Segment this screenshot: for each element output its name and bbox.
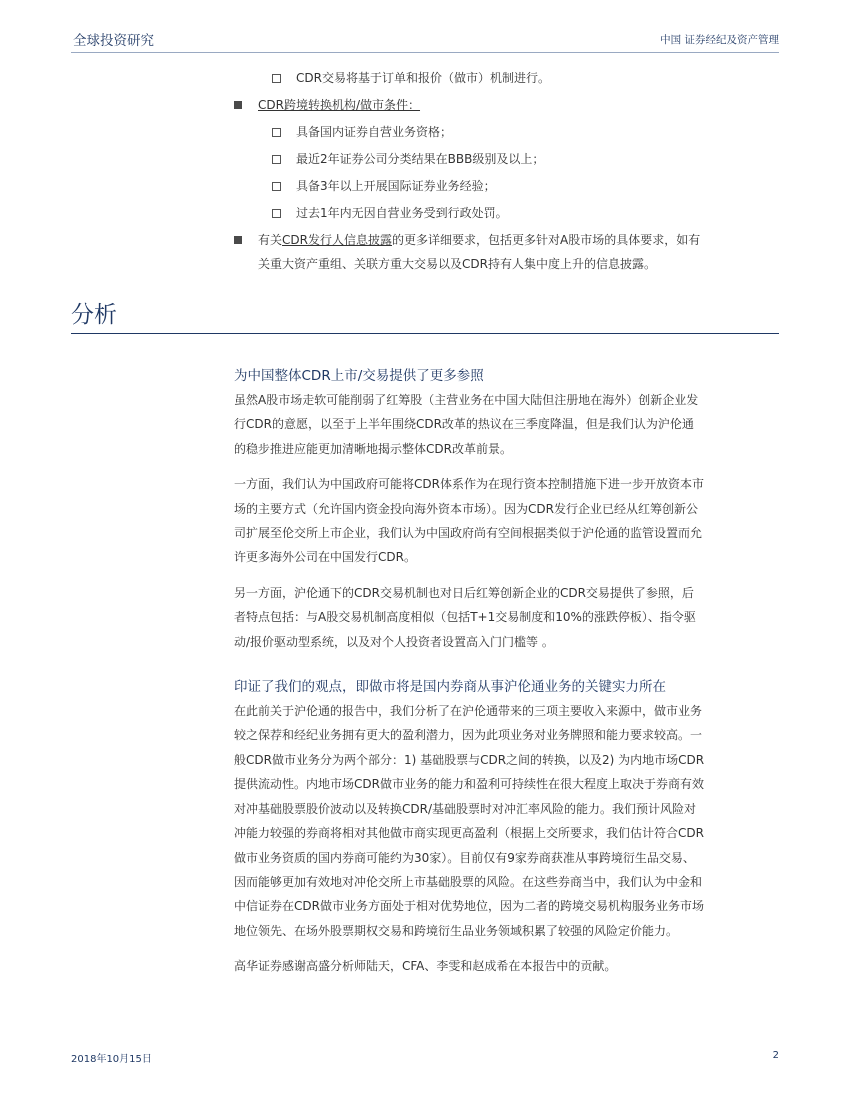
text-line: 般CDR做市业务分为两个部分：1) 基础股票与CDR之间的转换，以及2) 为内地市场CDR — [234, 752, 705, 767]
text-line: 者特点包括：与A股交易机制高度相似（包括T+1交易制度和10%的涨跌停板）、指令驱 — [234, 610, 696, 625]
text-line: 提供流动性。内地市场CDR做市业务的能力和盈利可持续性在很大程度上取决于券商有效 — [234, 777, 704, 792]
square-bullet-icon — [234, 101, 242, 109]
text-line: 做市业务资质的国内券商可能约为30家）。目前仅有9家券商获准从事跨境衍生品交易、 — [234, 850, 695, 865]
text-line: 因而能够更加有效地对冲伦交所上市基础股票的风险。在这些券商当中，我们认为中金和 — [234, 874, 703, 889]
header-right-title: 中国 证券经纪及资产管理 — [660, 34, 779, 46]
section-divider — [71, 333, 779, 334]
disclosure-link[interactable]: CDR发行人信息披露 — [282, 233, 392, 247]
section-title: 分析 — [71, 302, 117, 328]
condition-item: 过去1年内无因自营业务受到行政处罚。 — [296, 206, 508, 220]
checkbox-bullet-icon — [272, 155, 281, 164]
text-line: 动/报价驱动型系统，以及对个人投资者设置高入门门槛等 。 — [234, 634, 554, 649]
analysis-body — [234, 364, 782, 990]
text-line: 司扩展至伦交所上市企业，我们认为中国政府尚有空间根据类似于沪伦通的监管设置而允 — [234, 526, 703, 541]
footer-page-number: 2 — [772, 1050, 779, 1061]
text-line: 一方面，我们认为中国政府可能将CDR体系作为在现行资本控制措施下进一步开放资本市 — [234, 477, 704, 492]
text-line: 在此前关于沪伦通的报告中，我们分析了在沪伦通带来的三项主要收入来源中，做市业务 — [234, 704, 703, 719]
disclosure-line-1 — [258, 228, 700, 252]
conditions-heading: CDR跨境转换机构/做市条件： — [258, 98, 421, 112]
bullet-text: CDR交易将基于订单和报价（做市）机制进行。 — [296, 71, 550, 85]
subheading-market-making: 印证了我们的观点，即做市将是国内券商从事沪伦通业务的关键实力所在 — [234, 679, 666, 696]
text-line: 另一方面，沪伦通下的CDR交易机制也对日后红筹创新企业的CDR交易提供了参照，后 — [234, 585, 694, 600]
condition-item: 最近2年证券公司分类结果在BBB级别及以上； — [296, 152, 545, 166]
checkbox-bullet-icon — [272, 209, 281, 218]
disclosure-line-2: 关重大资产重组、关联方重大交易以及CDR持有人集中度上升的信息披露。 — [258, 257, 656, 271]
text-line: 较之保荐和经纪业务拥有更大的盈利潜力，因为此项业务对业务牌照和能力要求较高。一 — [234, 728, 703, 743]
text-line: 冲能力较强的券商将相对其他做市商实现更高盈利（根据上交所要求，我们估计符合CDR — [234, 826, 704, 841]
paragraph-2 — [234, 472, 782, 570]
checkbox-bullet-icon — [272, 74, 281, 83]
text-line: 虽然A股市场走软可能削弱了红筹股（主营业务在中国大陆但注册地在海外）创新企业发 — [234, 393, 699, 407]
text-line: 中信证券在CDR做市业务方面处于相对优势地位，因为二者的跨境交易机构服务业务市场 — [234, 899, 704, 914]
disclosure-suffix: 的更多详细要求，包括更多针对A股市场的具体要求，如有 — [391, 233, 701, 247]
disclosure-prefix: 有关 — [258, 233, 283, 247]
text-line: 行CDR的意愿，以至于上半年围绕CDR改革的热议在三季度降温，但是我们认为沪伦通 — [234, 417, 694, 432]
paragraph-5 — [234, 954, 782, 978]
condition-item: 具备3年以上开展国际证券业务经验； — [296, 179, 496, 193]
checkbox-bullet-icon — [272, 128, 281, 137]
paragraph-1 — [234, 388, 782, 461]
header-divider — [71, 52, 779, 53]
paragraph-3 — [234, 581, 782, 654]
checkbox-bullet-icon — [272, 182, 281, 191]
text-line: 的稳步推进应能更加清晰地揭示整体CDR改革前景。 — [234, 441, 512, 456]
condition-item: 具备国内证券自营业务资格； — [296, 125, 453, 139]
text-line: 高华证券感谢高盛分析师陆天，CFA、李雯和赵成希在本报告中的贡献。 — [234, 959, 617, 974]
subheading-cdr-reference: 为中国整体CDR上市/交易提供了更多参照 — [234, 368, 484, 384]
text-line: 许更多海外公司在中国发行CDR。 — [234, 550, 416, 565]
square-bullet-icon — [234, 236, 242, 244]
text-line: 场的主要方式（允许国内资金投向海外资本市场）。因为CDR发行企业已经从红筹创新公 — [234, 501, 698, 516]
text-line: 对冲基础股票股价波动以及转换CDR/基础股票时对冲汇率风险的能力。我们预计风险对 — [234, 801, 697, 816]
text-line: 地位领先、在场外股票期权交易和跨境衍生品业务领域积累了较强的风险定价能力。 — [234, 923, 679, 938]
paragraph-4 — [234, 699, 782, 943]
header-left-title: 全球投资研究 — [73, 33, 154, 49]
footer-date: 2018年10月15日 — [71, 1054, 152, 1065]
